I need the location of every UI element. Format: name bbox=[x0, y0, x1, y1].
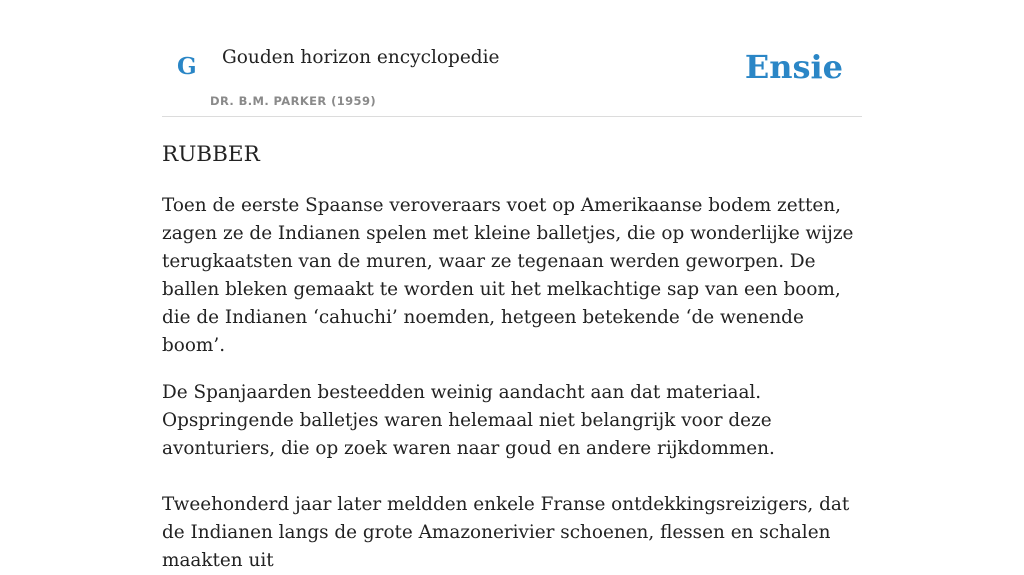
header bbox=[162, 0, 862, 117]
author-byline: DR. B.M. PARKER (1959) bbox=[210, 94, 377, 108]
article-paragraph: De Spanjaarden besteedden weinig aandacht aan dat materiaal. Opspringende balletjes waren helemaal niet belangrijk voor deze avonturiers, die op zoek waren naar goud en andere rijkdommen. bbox=[162, 382, 775, 459]
book-logo[interactable]: G bbox=[177, 53, 197, 80]
ensie-logo[interactable]: Ensie bbox=[744, 48, 843, 86]
book-title-link[interactable]: Gouden horizon encyclopedie bbox=[222, 47, 500, 68]
article bbox=[162, 141, 864, 575]
article-title: RUBBER bbox=[162, 142, 260, 167]
article-paragraph: Toen de eerste Spaanse veroveraars voet op Amerikaanse bodem zetten, zagen ze de Indianen spelen met kleine balletjes, die op wonderlijke wijze terugkaatsten van de muren, waar ze tegenaan werden geworpen. De ballen bleken gemaakt te worden uit het melkachtige sap van een boom, die de Indianen ‘cahuchi’ noemden, hetgeen betekende ‘de wenende boom’. bbox=[162, 195, 854, 356]
article-paragraph: Tweehonderd jaar later meldden enkele Franse ontdekkingsreizigers, dat de Indianen langs de grote Amazonerivier schoenen, flessen en schalen maakten uit bbox=[162, 494, 850, 571]
